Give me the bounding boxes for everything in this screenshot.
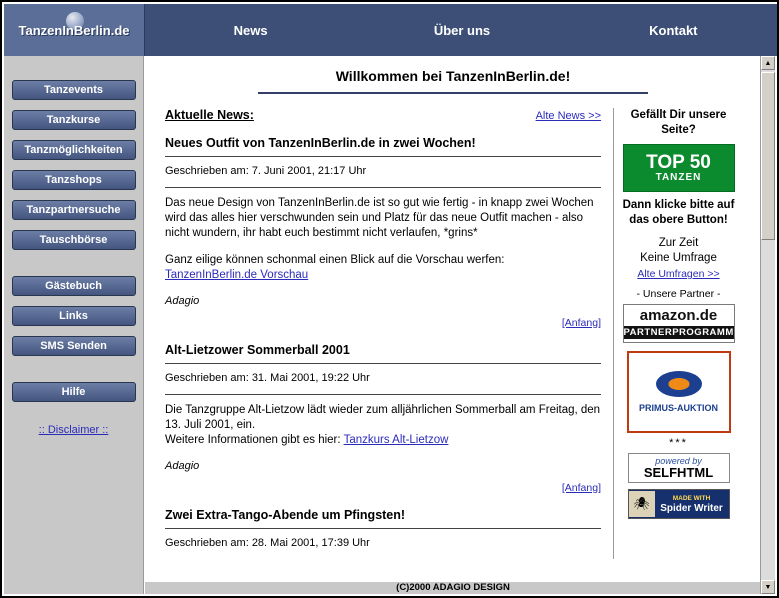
amazon-banner[interactable] xyxy=(623,304,735,343)
site-logo-text: TanzenInBerlin.de xyxy=(18,22,130,38)
article-divider xyxy=(165,394,601,395)
article-paragraph-2 xyxy=(165,253,601,283)
scroll-down-icon[interactable]: ▼ xyxy=(761,580,775,594)
sidebar-item-tanzkurse[interactable]: Tanzkurse xyxy=(12,110,136,130)
scrollbar-thumb[interactable] xyxy=(761,72,775,240)
article-paragraph: Das neue Design von TanzenInBerlin.de ist so gut wie fertig - in knapp zwei Wochen wird das alles hier verschwunden sein und Platz für das neue Outfit machen - also nicht wundern, ihr habt euch bestimmt nicht verlaufen, *grins* xyxy=(165,197,594,239)
back-to-top-link[interactable]: [Anfang] xyxy=(561,317,601,329)
article-divider xyxy=(165,156,601,157)
site-header xyxy=(4,4,779,56)
sidebar-item-tanzshops[interactable]: Tanzshops xyxy=(12,170,136,190)
vote-instruction: Dann klicke bitte auf das obere Button! xyxy=(622,199,735,226)
article-course-link[interactable]: Tanzkurs Alt-Lietzow xyxy=(343,434,449,446)
poll-line-2: Keine Umfrage xyxy=(640,252,717,264)
spider-writer-banner[interactable] xyxy=(628,489,730,519)
primus-auktion-banner[interactable] xyxy=(627,351,731,433)
spider-banner-title: Spider Writer xyxy=(660,502,723,514)
spider-banner-pretitle: MADE WITH xyxy=(672,494,711,502)
top50-title: TOP 50 xyxy=(646,152,711,173)
sidebar-divider-1 xyxy=(4,260,143,276)
article-meta: Geschrieben am: 28. Mai 2001, 17:39 Uhr xyxy=(165,537,370,549)
sidebar-item-tanzpartnersuche[interactable]: Tanzpartnersuche xyxy=(12,200,136,220)
sidebar-item-disclaimer[interactable]: :: Disclaimer :: xyxy=(38,424,109,436)
sidebar-item-hilfe[interactable]: Hilfe xyxy=(12,382,136,402)
sidebar-item-gaestebuch[interactable]: Gästebuch xyxy=(12,276,136,296)
selfhtml-banner-pretitle: powered by xyxy=(655,456,702,466)
footer: (C)2000 ADAGIO DESIGN xyxy=(145,582,761,594)
sidebar-item-tanzmoeglichkeiten[interactable]: Tanzmöglichkeiten xyxy=(12,140,136,160)
article-meta: Geschrieben am: 7. Juni 2001, 21:17 Uhr xyxy=(165,165,367,177)
stars-separator: *** xyxy=(669,437,688,449)
news-article xyxy=(165,136,601,329)
news-article xyxy=(165,508,601,549)
nav-item-ueber-uns[interactable]: Über uns xyxy=(433,22,491,38)
primus-banner-title: PRIMUS-AUKTION xyxy=(639,403,718,413)
sidebar-item-sms-senden[interactable]: SMS Senden xyxy=(12,336,136,356)
article-paragraph-2-text: Weitere Informationen gibt es hier: xyxy=(165,434,341,446)
news-column xyxy=(145,108,613,559)
spider-writer-text xyxy=(655,495,729,514)
article-title: Zwei Extra-Tango-Abende um Pfingsten! xyxy=(165,508,406,522)
news-header-row xyxy=(165,108,601,122)
article-paragraph-2-text: Ganz eilige können schonmal einen Blick auf die Vorschau werfen: xyxy=(165,254,505,266)
article-divider xyxy=(165,187,601,188)
content-columns xyxy=(145,108,761,559)
article-signature: Adagio xyxy=(165,460,200,472)
news-heading: Aktuelle News: xyxy=(165,108,254,122)
article-signature: Adagio xyxy=(165,295,200,307)
sidebar-item-links[interactable]: Links xyxy=(12,306,136,326)
selfhtml-banner[interactable] xyxy=(628,453,730,483)
article-title: Alt-Lietzower Sommerball 2001 xyxy=(165,343,350,357)
article-meta: Geschrieben am: 31. Mai 2001, 19:22 Uhr xyxy=(165,372,370,384)
poll-line-1: Zur Zeit xyxy=(658,237,699,249)
amazon-banner-subtitle: PARTNERPROGRAMM xyxy=(623,327,734,338)
amazon-banner-title: amazon.de xyxy=(639,307,718,324)
selfhtml-banner-title: SELFHTML xyxy=(643,465,714,480)
sidebar-item-tauschboerse[interactable]: Tauschbörse xyxy=(12,230,136,250)
back-to-top-link[interactable]: [Anfang] xyxy=(561,482,601,494)
article-divider xyxy=(165,528,601,529)
left-sidebar xyxy=(4,56,144,594)
sidebar-divider-2 xyxy=(4,366,143,382)
news-article xyxy=(165,343,601,494)
main-content xyxy=(145,56,761,582)
top50-subtitle: TANZEN xyxy=(655,172,702,183)
page-title: Willkommen bei TanzenInBerlin.de! xyxy=(335,68,571,84)
old-news-link[interactable]: Alte News >> xyxy=(535,110,601,122)
article-paragraph-2 xyxy=(165,433,601,448)
partner-label: - Unsere Partner - xyxy=(636,288,721,300)
article-paragraph: Die Tanzgruppe Alt-Lietzow lädt wieder zum alljährlichen Sommerball am Freitag, den 13. Juli 2001, ein. xyxy=(165,404,601,431)
side-column xyxy=(613,108,743,559)
top50-banner[interactable] xyxy=(623,144,735,192)
nav-item-kontakt[interactable]: Kontakt xyxy=(649,22,698,38)
primus-eye-icon xyxy=(656,371,702,397)
top-navigation xyxy=(145,4,779,56)
scroll-up-icon[interactable]: ▲ xyxy=(761,56,775,70)
article-preview-link[interactable]: TanzenInBerlin.de Vorschau xyxy=(165,269,309,281)
old-polls-link[interactable]: Alte Umfragen >> xyxy=(637,268,720,280)
spider-icon: 🕷 xyxy=(629,491,655,517)
article-title: Neues Outfit von TanzenInBerlin.de in zwei Wochen! xyxy=(165,136,476,150)
site-logo[interactable] xyxy=(4,4,145,56)
vertical-scrollbar[interactable] xyxy=(760,56,775,594)
sidebar-item-tanzevents[interactable]: Tanzevents xyxy=(12,80,136,100)
article-divider xyxy=(165,363,601,364)
vote-question: Gefällt Dir unsere Seite? xyxy=(630,109,727,136)
title-divider xyxy=(258,92,648,94)
nav-item-news[interactable]: News xyxy=(233,22,268,38)
